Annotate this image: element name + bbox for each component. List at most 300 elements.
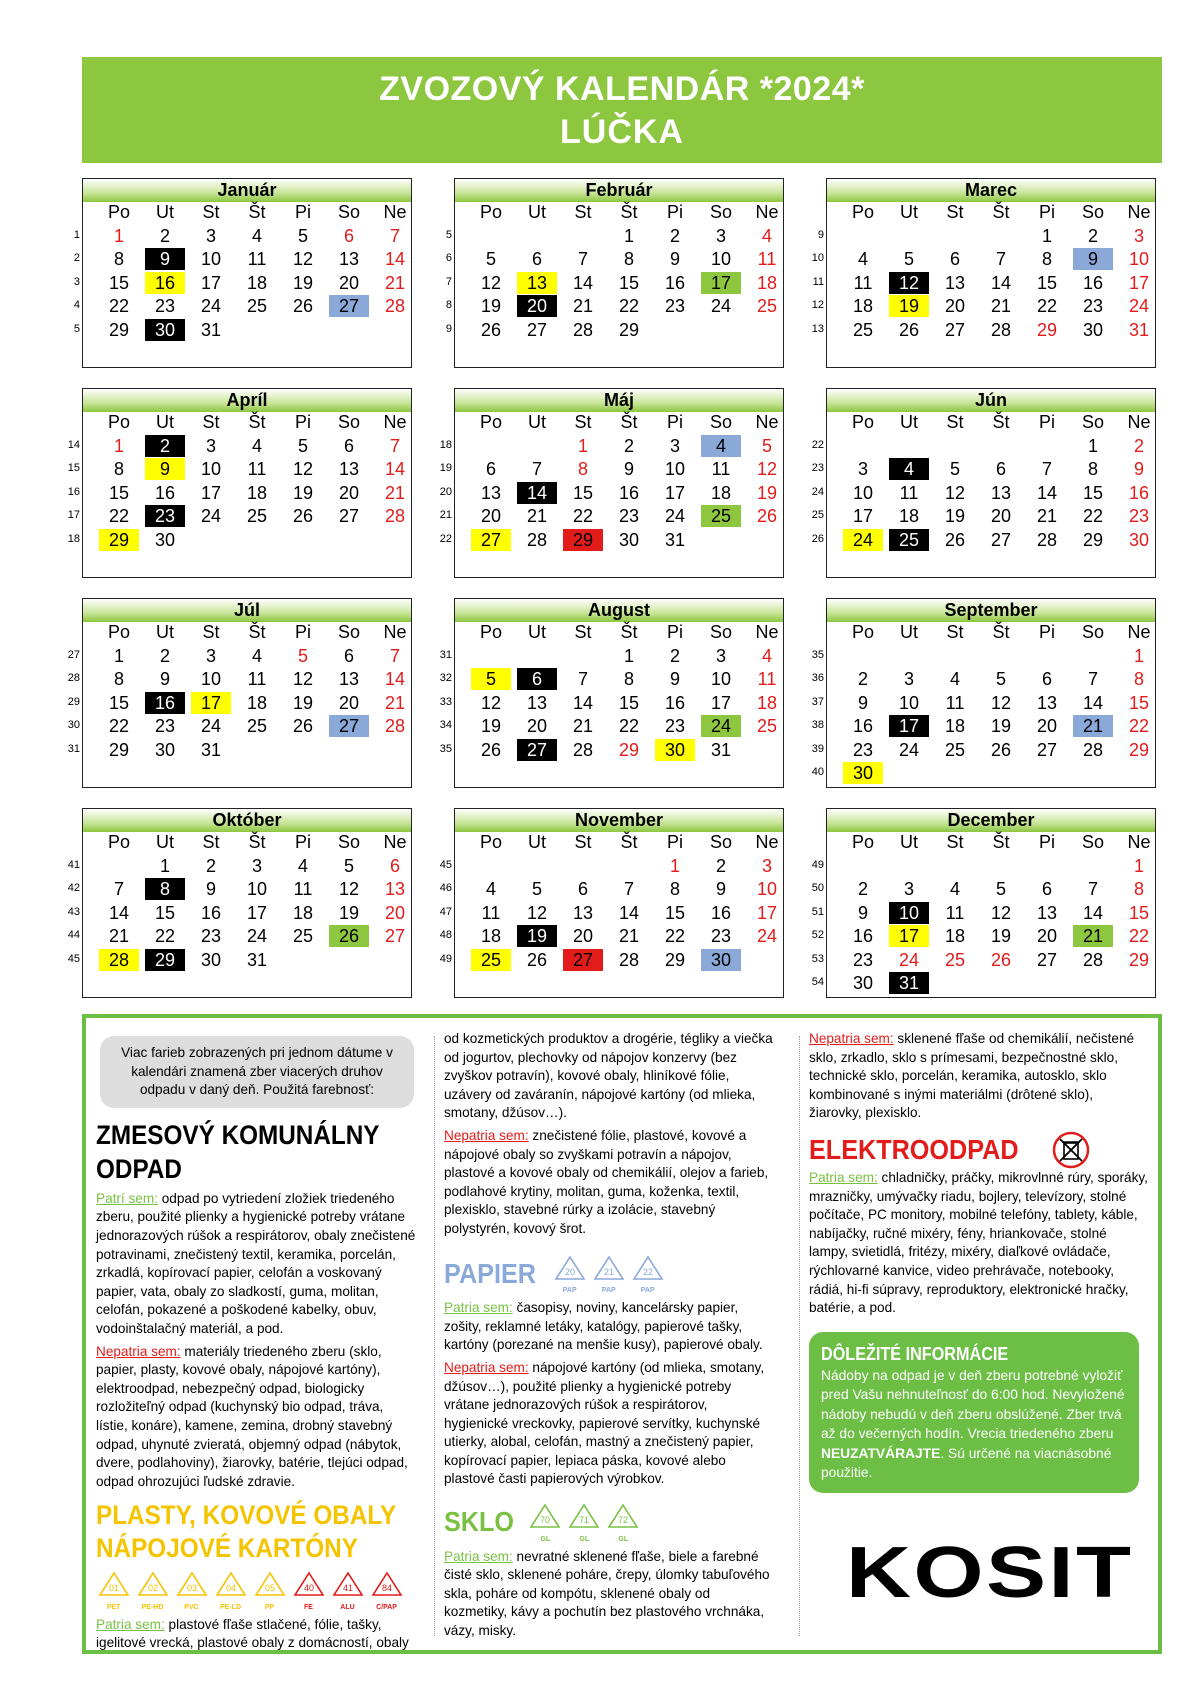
day-cell: 24 [246, 926, 268, 947]
day-cell: 17 [664, 482, 686, 503]
day-header: Ne [1127, 622, 1151, 642]
week-number: 28 [67, 672, 80, 685]
recycling-symbol-icon: 70 GL [528, 1503, 563, 1544]
day-cell: 24 [200, 716, 222, 737]
day-cell: 13 [526, 692, 548, 713]
month-2 [826, 178, 1156, 368]
day-cell: 5 [949, 459, 960, 480]
day-cell: 13 [338, 249, 360, 270]
day-header: St [946, 202, 964, 222]
day-header: Ne [755, 622, 779, 642]
day-cell: 7 [389, 436, 400, 456]
month-8 [826, 598, 1156, 788]
day-header: Po [479, 832, 503, 852]
day-cell: 4 [761, 226, 772, 246]
day-header: Ne [755, 832, 779, 852]
day-cell: 8 [623, 249, 634, 270]
day-cell: 12 [292, 669, 314, 690]
day-cell: 14 [990, 272, 1012, 293]
day-cell: 17 [710, 692, 732, 713]
day-cell: 27 [944, 319, 966, 340]
day-cell: 25 [471, 949, 511, 971]
week-row [83, 505, 413, 528]
day-cell: 22 [1128, 926, 1150, 947]
day-header: Pi [666, 622, 683, 642]
day-header: Ne [755, 202, 779, 222]
day-cell: 3 [857, 459, 868, 480]
month-3 [82, 388, 412, 578]
day-cell: 20 [944, 296, 966, 317]
day-cell: 11 [293, 879, 313, 900]
day-cell: 8 [113, 249, 124, 270]
day-cell: 4 [949, 879, 960, 900]
info-column-3 [809, 1030, 1149, 1493]
week-row [83, 319, 413, 342]
recycling-symbol-icon: 05 PP [252, 1571, 287, 1612]
day-header: Ut [528, 412, 546, 432]
week-number: 6 [445, 252, 452, 265]
day-cell: 21 [384, 692, 406, 713]
week-number: 15 [67, 462, 80, 475]
week-row [455, 458, 785, 481]
day-cell: 2 [669, 646, 680, 666]
week-row [827, 855, 1157, 878]
recycling-symbol-icon: 84 C/PAP [369, 1571, 404, 1612]
week-number: 53 [811, 952, 824, 965]
week-row [455, 949, 785, 972]
week-row [455, 482, 785, 505]
week-row [83, 668, 413, 691]
day-cell: 25 [246, 716, 268, 737]
day-cell: 5 [485, 249, 496, 270]
day-cell: 1 [1087, 436, 1098, 456]
week-row [455, 739, 785, 762]
day-cell: 17 [756, 902, 778, 923]
day-cell: 10 [246, 879, 268, 900]
day-cell: 23 [710, 926, 732, 947]
day-cell: 2 [857, 879, 868, 900]
day-header: Ut [900, 202, 918, 222]
day-cell: 19 [944, 506, 966, 527]
day-cell: 19 [517, 925, 557, 947]
day-cell: 9 [159, 669, 170, 690]
day-cell: 28 [1082, 739, 1104, 760]
day-header: Št [620, 622, 638, 642]
day-cell: 29 [1128, 739, 1150, 760]
day-cell: 27 [563, 949, 603, 971]
day-cell: 6 [343, 436, 354, 456]
day-cell: 16 [1082, 272, 1104, 293]
day-header: Ut [900, 832, 918, 852]
day-cell: 22 [1128, 716, 1150, 737]
day-cell: 23 [1082, 296, 1104, 317]
day-cell: 29 [108, 319, 130, 340]
day-cell: 24 [1128, 296, 1150, 317]
week-row [827, 645, 1157, 668]
day-cell: 4 [251, 226, 262, 246]
week-row [455, 925, 785, 948]
day-cell: 5 [531, 879, 542, 900]
day-cell: 15 [108, 692, 130, 713]
day-header: Št [992, 832, 1010, 852]
day-cell: 4 [857, 249, 868, 270]
day-cell: 11 [247, 669, 267, 690]
day-header: Ut [156, 412, 174, 432]
month-name: December [827, 809, 1155, 832]
day-cell: 7 [1087, 669, 1098, 690]
day-cell: 6 [1041, 669, 1052, 690]
day-header: Ut [156, 622, 174, 642]
day-cell: 4 [889, 458, 929, 480]
day-header: Št [620, 832, 638, 852]
day-header: Št [248, 202, 266, 222]
day-header: Pi [1038, 832, 1055, 852]
day-cell: 2 [669, 226, 680, 246]
day-header: So [1081, 622, 1105, 642]
week-number: 41 [67, 859, 80, 871]
day-cell: 11 [945, 902, 965, 923]
day-cell: 17 [200, 272, 222, 293]
day-cell: 29 [99, 529, 139, 551]
day-cell: 19 [756, 482, 778, 503]
important-text: Nádoby na odpad je v deň zberu potrebné vyložiť pred Vašu nehnuteľnosť do 6:00 hod. Nevyložené nádoby nebudú v deň zberu obslúžené. Zber trvá až do večerných hodín. Vrecia triedeného zberu NEUZATVÁRAJTE. Sú určené na viacnásobné použitie. [821, 1367, 1125, 1481]
day-header: Pi [294, 412, 311, 432]
month-name: Január [83, 179, 411, 202]
recycling-symbol-icon: 72 GL [606, 1503, 641, 1544]
day-cell: 26 [292, 716, 314, 737]
svg-text:04: 04 [225, 1583, 236, 1594]
week-row [827, 272, 1157, 295]
week-row [827, 225, 1157, 248]
day-cell: 15 [1128, 902, 1150, 923]
week-row [455, 295, 785, 318]
day-cell: 14 [1082, 902, 1104, 923]
weee-bin-icon [1052, 1131, 1090, 1169]
day-cell: 4 [297, 856, 308, 876]
week-row [83, 949, 413, 972]
week-number: 36 [811, 672, 824, 685]
week-number: 37 [811, 695, 824, 708]
day-cell: 14 [517, 482, 557, 504]
day-cell: 3 [903, 879, 914, 900]
info-column-1 [96, 1030, 418, 1657]
day-cell: 7 [1087, 879, 1098, 900]
week-row [455, 715, 785, 738]
day-cell: 30 [154, 739, 176, 760]
week-row [455, 692, 785, 715]
week-number: 54 [811, 976, 824, 988]
day-cell: 11 [247, 249, 267, 270]
month-name: Marec [827, 179, 1155, 202]
day-cell: 16 [618, 482, 640, 503]
day-cell: 26 [480, 319, 502, 340]
week-row [83, 715, 413, 738]
day-cell: 19 [292, 272, 314, 293]
recycling-symbol-icon: 03 PVC [174, 1571, 209, 1612]
day-cell: 7 [389, 226, 400, 246]
svg-text:84: 84 [381, 1583, 392, 1594]
day-cell: 21 [384, 482, 406, 503]
day-cell: 15 [618, 272, 640, 293]
day-cell: 11 [757, 669, 777, 690]
week-row [455, 505, 785, 528]
week-number: 18 [67, 532, 80, 545]
day-cell: 2 [1133, 436, 1144, 456]
day-cell: 6 [949, 249, 960, 270]
day-cell: 10 [200, 459, 222, 480]
day-cell: 19 [338, 902, 360, 923]
week-number: 25 [811, 509, 824, 522]
plasty-symbols [96, 1571, 418, 1612]
day-header: So [337, 412, 361, 432]
day-cell: 13 [1036, 902, 1058, 923]
month-5 [826, 388, 1156, 578]
day-cell: 17 [1128, 272, 1150, 293]
day-cell: 28 [526, 529, 548, 550]
day-cell: 24 [843, 529, 883, 551]
recycling-symbol-icon: 20 PAP [552, 1255, 587, 1296]
day-header: Po [851, 622, 875, 642]
week-number: 14 [67, 439, 80, 451]
day-cell: 7 [389, 646, 400, 666]
day-cell: 31 [200, 319, 222, 340]
day-cell: 16 [145, 692, 185, 714]
week-row [827, 529, 1157, 552]
svg-text:21: 21 [603, 1266, 614, 1277]
day-cell: 25 [852, 319, 874, 340]
svg-text:40: 40 [303, 1583, 314, 1594]
day-header: So [337, 622, 361, 642]
day-cell: 16 [710, 902, 732, 923]
day-header: Pi [294, 202, 311, 222]
important-title: DÔLEŽITÉ INFORMÁCIE [821, 1343, 1009, 1364]
day-cell: 25 [889, 529, 929, 551]
day-cell: 7 [1041, 459, 1052, 480]
day-cell: 11 [481, 902, 501, 923]
week-row [827, 762, 1157, 785]
day-cell: 20 [384, 902, 406, 923]
day-cell: 16 [664, 692, 686, 713]
week-number: 38 [811, 719, 824, 732]
day-cell: 22 [108, 296, 130, 317]
day-cell: 5 [995, 879, 1006, 900]
day-cell: 25 [756, 296, 778, 317]
week-row [83, 855, 413, 878]
day-header: Št [620, 202, 638, 222]
day-cell: 24 [200, 296, 222, 317]
day-cell: 7 [577, 669, 588, 690]
day-cell: 8 [113, 669, 124, 690]
week-row [827, 458, 1157, 481]
day-cell: 4 [251, 646, 262, 666]
day-cell: 29 [618, 739, 640, 760]
day-header: Št [992, 202, 1010, 222]
day-cell: 9 [857, 902, 868, 923]
week-number: 42 [67, 882, 80, 895]
week-number: 39 [811, 742, 824, 755]
day-header: Ne [383, 412, 407, 432]
day-cell: 24 [756, 926, 778, 947]
day-cell: 29 [108, 739, 130, 760]
day-cell: 4 [701, 435, 741, 457]
day-cell: 18 [710, 482, 732, 503]
week-row [827, 319, 1157, 342]
month-name: August [455, 599, 783, 622]
day-header: St [946, 832, 964, 852]
day-header: So [1081, 832, 1105, 852]
month-name: Máj [455, 389, 783, 412]
day-cell: 20 [572, 926, 594, 947]
day-header: So [1081, 202, 1105, 222]
day-header: Pi [294, 622, 311, 642]
day-cell: 23 [1128, 506, 1150, 527]
day-cell: 8 [113, 459, 124, 480]
day-cell: 30 [618, 529, 640, 550]
week-number: 18 [439, 439, 452, 451]
day-cell: 10 [1128, 249, 1150, 270]
svg-text:72: 72 [618, 1515, 629, 1526]
day-cell: 1 [1133, 856, 1144, 876]
day-cell: 10 [664, 459, 686, 480]
day-cell: 18 [944, 926, 966, 947]
day-cell: 8 [145, 878, 185, 900]
day-cell: 25 [944, 739, 966, 760]
column-divider [434, 1036, 435, 1636]
week-number: 24 [811, 485, 824, 498]
day-cell: 1 [623, 226, 634, 246]
week-row [455, 645, 785, 668]
day-cell: 22 [1082, 506, 1104, 527]
kosit-logo: KOSIT [846, 1533, 1134, 1613]
week-row [83, 225, 413, 248]
day-cell: 5 [297, 646, 308, 666]
week-number: 13 [811, 322, 824, 335]
day-cell: 2 [145, 435, 185, 457]
day-cell: 12 [292, 459, 314, 480]
day-cell: 12 [480, 692, 502, 713]
day-cell: 20 [338, 482, 360, 503]
month-name: Február [455, 179, 783, 202]
day-cell: 4 [761, 646, 772, 666]
week-number: 26 [811, 532, 824, 545]
day-header: So [709, 412, 733, 432]
svg-text:20: 20 [564, 1266, 575, 1277]
week-number: 10 [811, 252, 824, 265]
week-number: 52 [811, 929, 824, 942]
day-cell: 13 [572, 902, 594, 923]
day-cell: 30 [1082, 319, 1104, 340]
day-cell: 20 [480, 506, 502, 527]
day-cell: 23 [145, 505, 185, 527]
day-cell: 3 [761, 856, 772, 876]
day-header: Po [479, 622, 503, 642]
day-header: Ut [900, 412, 918, 432]
week-row [827, 972, 1157, 995]
day-header: Ne [1127, 412, 1151, 432]
day-header: Št [992, 622, 1010, 642]
day-header: Ut [528, 622, 546, 642]
week-number: 5 [73, 322, 80, 335]
day-cell: 11 [853, 272, 873, 293]
day-cell: 27 [329, 715, 369, 737]
day-cell: 25 [246, 506, 268, 527]
day-cell: 19 [990, 716, 1012, 737]
day-cell: 9 [669, 249, 680, 270]
day-cell: 9 [1073, 248, 1113, 270]
day-cell: 17 [200, 482, 222, 503]
day-cell: 29 [664, 949, 686, 970]
day-header: Pi [666, 412, 683, 432]
day-cell: 6 [995, 459, 1006, 480]
week-number: 2 [73, 252, 80, 265]
day-header: Po [851, 832, 875, 852]
day-cell: 23 [852, 949, 874, 970]
sklo-patria: Patria sem: nevratné sklenené fľaše, biele a farebné čisté sklo, sklenené poháre, črepy, úlomky tabuľového skla, poháre od kompótu, sklenené obaly od kozmetiky, kávy a pochutín bez plastového vrchnáka, vázy, misky. [444, 1548, 770, 1639]
calendar-location: LÚČKA [560, 113, 684, 151]
day-header: Št [248, 622, 266, 642]
day-cell: 26 [526, 949, 548, 970]
day-cell: 18 [246, 272, 268, 293]
day-cell: 18 [756, 272, 778, 293]
recycling-symbol-icon: 02 PE-HD [135, 1571, 170, 1612]
day-cell: 3 [669, 436, 680, 456]
week-row [827, 878, 1157, 901]
week-number: 4 [73, 299, 80, 312]
day-cell: 31 [1128, 319, 1150, 340]
week-number: 1 [73, 229, 80, 241]
day-header: Po [851, 412, 875, 432]
day-cell: 31 [889, 972, 929, 994]
day-cell: 4 [949, 669, 960, 690]
week-number: 9 [445, 322, 452, 335]
week-number: 30 [67, 719, 80, 732]
elektro-patria: Patria sem: chladničky, práčky, mikrovlnné rúry, sporáky, mrazničky, umývačky riadu, bojlery, televízory, stolné počítače, PC monitory, mobilné telefóny, tablety, káble, nabíjačky, ručné mixéry, fény, hriankovače, stolné lampy, svietidlá, fritézy, mixéry, diaľkové ovládače, rýchlovarné kanvice, video prehrávače, notebooky, rádiá, hi-fi súpravy, reproduktory, elektronické hračky, batérie, a pod. [809, 1169, 1148, 1316]
day-cell: 18 [292, 902, 314, 923]
week-number: 33 [439, 695, 452, 708]
week-row [455, 878, 785, 901]
day-header: Po [107, 412, 131, 432]
day-cell: 14 [108, 902, 130, 923]
papier-title: PAPIER [444, 1257, 536, 1289]
day-cell: 26 [756, 506, 778, 527]
day-cell: 27 [471, 529, 511, 551]
day-cell: 25 [292, 926, 314, 947]
day-cell: 25 [701, 505, 741, 527]
day-header: Ne [755, 412, 779, 432]
month-name: November [455, 809, 783, 832]
day-cell: 12 [944, 482, 966, 503]
day-cell: 10 [200, 249, 222, 270]
month-0 [82, 178, 412, 368]
day-cell: 18 [246, 482, 268, 503]
day-cell: 21 [990, 296, 1012, 317]
week-number: 34 [439, 719, 452, 732]
recycling-symbol-icon: 41 ALU [330, 1571, 365, 1612]
day-cell: 7 [113, 879, 124, 900]
day-header: So [709, 832, 733, 852]
day-cell: 19 [292, 692, 314, 713]
month-4 [454, 388, 784, 578]
day-cell: 16 [145, 272, 185, 294]
week-number: 32 [439, 672, 452, 685]
day-cell: 23 [154, 296, 176, 317]
day-cell: 5 [343, 856, 354, 876]
day-header: Pi [1038, 622, 1055, 642]
day-cell: 3 [205, 646, 216, 666]
day-cell: 30 [154, 529, 176, 550]
day-cell: 24 [898, 739, 920, 760]
day-header: Ne [1127, 202, 1151, 222]
